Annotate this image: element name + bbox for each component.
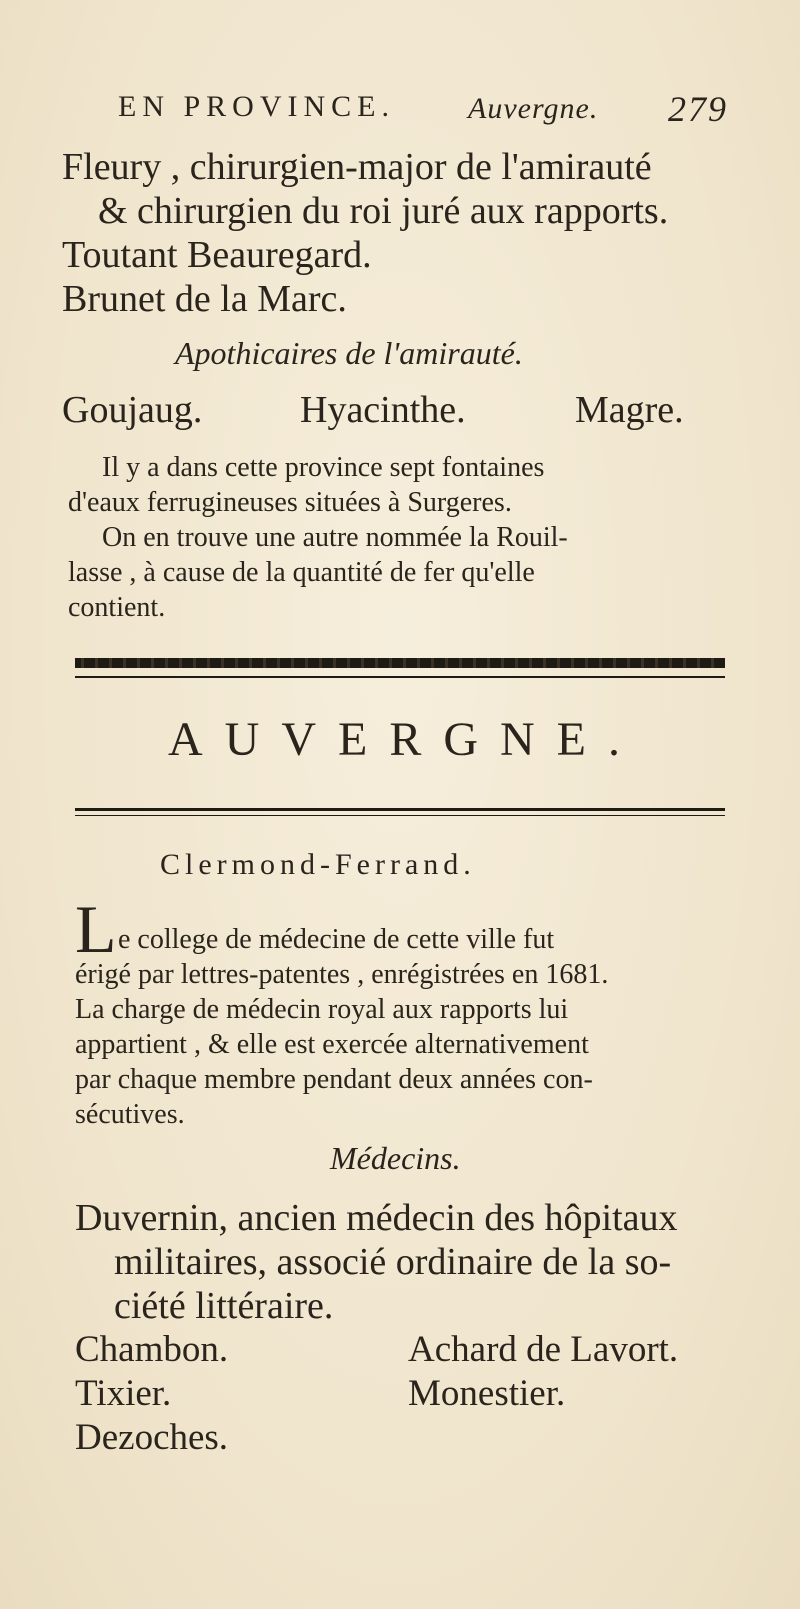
running-head: EN PROVINCE.	[118, 90, 396, 123]
paragraph-line: On en trouve une autre nommée la Rouil-	[102, 522, 568, 553]
paragraph-line: érigé par lettres-patentes , enrégistrées en 1681.	[75, 959, 609, 990]
surgeon-entry: Brunet de la Marc.	[62, 278, 347, 320]
surgeon-entry: Fleury , chirurgien-major de l'amirauté	[62, 146, 652, 188]
surgeon-entry-continued: & chirurgien du roi juré aux rapports.	[98, 190, 669, 232]
physician-entry: Duvernin, ancien médecin des hôpitaux	[75, 1197, 678, 1239]
running-header	[118, 84, 728, 134]
paragraph-line: Il y a dans cette province sept fontaines	[102, 452, 545, 483]
apothecary-name: Hyacinthe.	[300, 389, 466, 431]
physician-entry-continued: ciété littéraire.	[114, 1285, 334, 1327]
paragraph-line: lasse , à cause de la quantité de fer qu'elle	[68, 557, 535, 588]
divider-rule	[75, 676, 725, 678]
paragraph-line: appartient , & elle est exercée alternativement	[75, 1029, 589, 1060]
running-head-region: Auvergne.	[468, 92, 599, 125]
apothecary-name: Magre.	[575, 389, 684, 431]
paragraph-line: d'eaux ferrugineuses situées à Surgeres.	[68, 487, 512, 518]
divider-rule	[75, 815, 725, 816]
paragraph-line: La charge de médecin royal aux rapports lui	[75, 994, 569, 1025]
paragraph-line: e college de médecine de cette ville fut	[118, 924, 555, 955]
surgeon-entry: Toutant Beauregard.	[62, 234, 372, 276]
divider-rule	[75, 808, 725, 811]
physician-entry-continued: militaires, associé ordinaire de la so-	[114, 1241, 672, 1283]
drop-cap: L	[75, 891, 117, 967]
ornamental-rule	[75, 658, 725, 668]
apothecary-name: Goujaug.	[62, 389, 203, 431]
city-heading: Clermond-Ferrand.	[160, 848, 476, 881]
physician-name: Tixier.	[75, 1373, 172, 1414]
physician-name: Monestier.	[408, 1373, 566, 1414]
paragraph-line: sécutives.	[75, 1099, 185, 1130]
physicians-heading: Médecins.	[330, 1140, 461, 1176]
section-title: AUVERGNE.	[168, 713, 642, 766]
apothecaries-heading: Apothicaires de l'amirauté.	[175, 335, 523, 371]
physician-name: Chambon.	[75, 1329, 229, 1370]
physician-name: Achard de Lavort.	[408, 1329, 679, 1370]
paragraph-line: contient.	[68, 592, 166, 623]
paragraph-line: par chaque membre pendant deux années con-	[75, 1064, 593, 1095]
physician-name: Dezoches.	[75, 1417, 229, 1458]
page-number: 279	[668, 89, 728, 129]
